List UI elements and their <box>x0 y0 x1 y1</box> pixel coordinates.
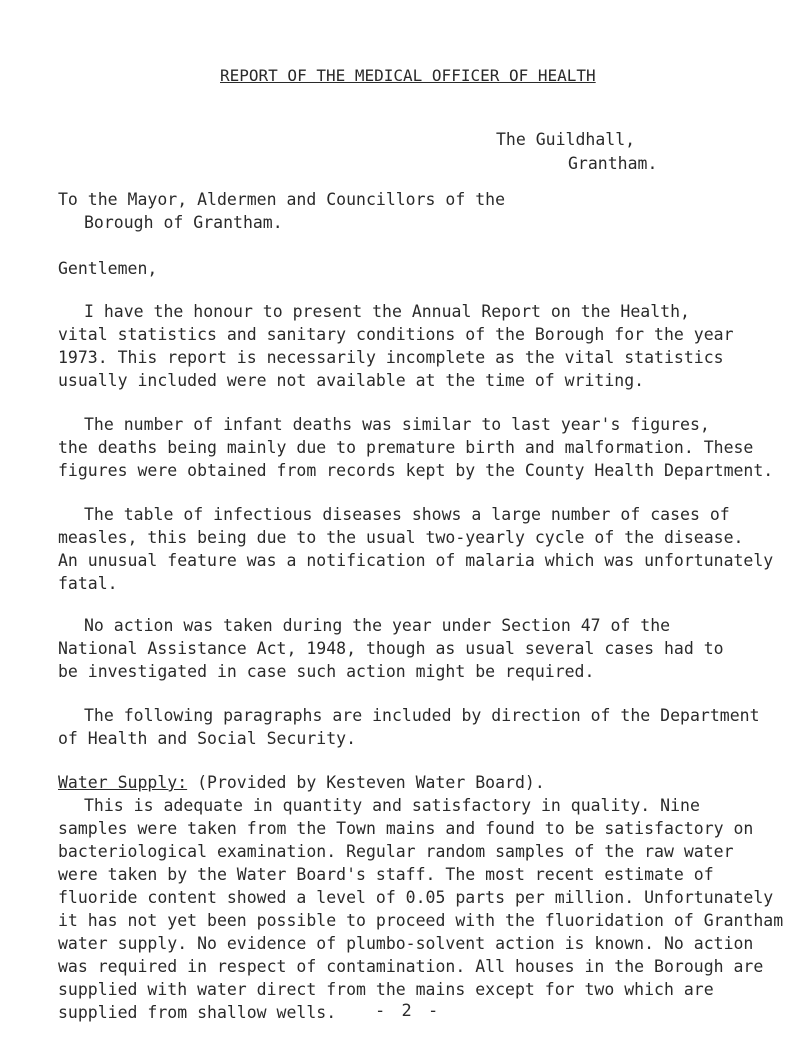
address-line-1: The Guildhall, <box>496 130 636 149</box>
paragraph-infant-deaths <box>58 413 774 482</box>
address-line-2: Grantham. <box>568 154 658 173</box>
paragraph-line: the deaths being mainly due to premature birth and malformation. These <box>58 438 754 457</box>
paragraph-line: samples were taken from the Town mains and found to be satisfactory on <box>58 819 754 838</box>
paragraph-line: usually included were not available at the time of writing. <box>58 371 645 390</box>
greeting: Gentlemen, <box>58 259 158 278</box>
paragraph-line: No action was taken during the year under Section 47 of the <box>84 616 671 635</box>
paragraph-line: fluoride content showed a level of 0.05 parts per million. Unfortunately <box>58 888 774 907</box>
paragraph-line: measles, this being due to the usual two-yearly cycle of the disease. <box>58 528 744 547</box>
paragraph-line: figures were obtained from records kept by the County Health Department. <box>58 461 774 480</box>
section-heading: Water Supply: <box>58 773 188 792</box>
paragraph-line: bacteriological examination. Regular random samples of the raw water <box>58 842 734 861</box>
paragraph-line: An unusual feature was a notification of malaria which was unfortunately <box>58 551 774 570</box>
paragraph-infectious-diseases <box>58 503 774 595</box>
addressee-line-1: To the Mayor, Aldermen and Councillors of the <box>58 190 506 209</box>
paragraph-line: The table of infectious diseases shows a large number of cases of <box>84 505 730 524</box>
paragraph-line: be investigated in case such action might be required. <box>58 662 595 681</box>
paragraph-line: of Health and Social Security. <box>58 729 357 748</box>
paragraph-line: The following paragraphs are included by direction of the Department <box>84 706 760 725</box>
sender-address <box>496 128 657 176</box>
page-number: - 2 - <box>375 1001 442 1021</box>
paragraph-line: vital statistics and sanitary conditions of the Borough for the year <box>58 325 734 344</box>
section-heading-note: (Provided by Kesteven Water Board). <box>187 773 545 792</box>
paragraph-intro <box>58 300 748 392</box>
paragraph-line: it has not yet been possible to proceed with the fluoridation of Grantham <box>58 911 784 930</box>
paragraph-line: was required in respect of contamination. All houses in the Borough are <box>58 957 764 976</box>
paragraph-line: I have the honour to present the Annual Report on the Health, <box>84 302 690 321</box>
addressee-block <box>58 188 505 234</box>
paragraph-line: The number of infant deaths was similar to last year's figures, <box>84 415 710 434</box>
report-title: REPORT OF THE MEDICAL OFFICER OF HEALTH <box>220 66 596 85</box>
paragraph-line: 1973. This report is necessarily incomplete as the vital statistics <box>58 348 724 367</box>
paragraph-line: supplied from shallow wells. <box>58 1003 337 1022</box>
paragraph-line: National Assistance Act, 1948, though as usual several cases had to <box>58 639 724 658</box>
paragraph-line: were taken by the Water Board's staff. The most recent estimate of <box>58 865 714 884</box>
water-supply-heading-line <box>58 771 748 794</box>
paragraph-line: supplied with water direct from the mains except for two which are <box>58 980 714 999</box>
paragraph-department-direction <box>58 704 760 750</box>
section-water-supply <box>58 771 784 1024</box>
paragraph-line: water supply. No evidence of plumbo-solvent action is known. No action <box>58 934 754 953</box>
paragraph-line: This is adequate in quantity and satisfactory in quality. Nine <box>84 796 700 815</box>
paragraph-line: fatal. <box>58 574 118 593</box>
addressee-line-2: Borough of Grantham. <box>84 213 283 232</box>
paragraph-national-assistance <box>58 614 748 683</box>
